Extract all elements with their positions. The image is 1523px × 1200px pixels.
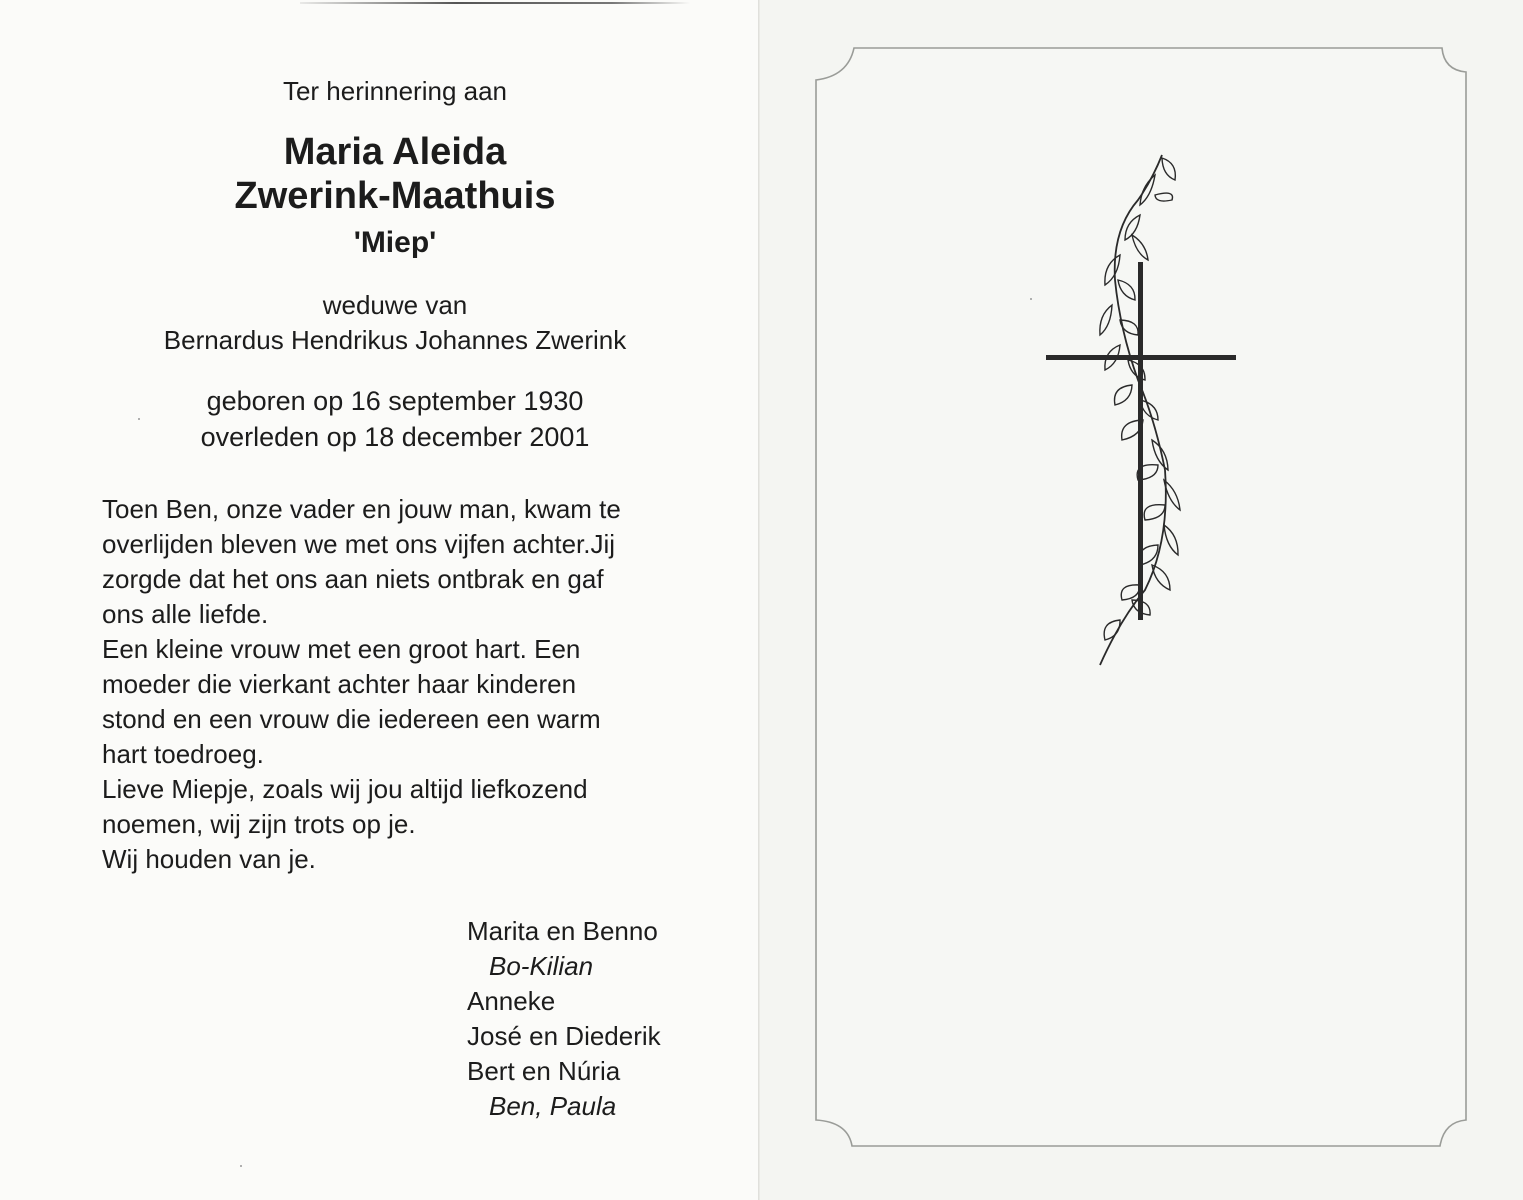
olive-leaf bbox=[1121, 585, 1140, 600]
paper-speck bbox=[1030, 298, 1032, 300]
olive-leaf bbox=[1162, 158, 1175, 180]
memorial-line: moeder die vierkant achter haar kinderen bbox=[102, 669, 577, 699]
family-member: José en Diederik bbox=[467, 1021, 661, 1051]
family-member: Marita en Benno bbox=[467, 916, 658, 946]
cross-with-olive-branch-icon bbox=[760, 0, 1523, 1200]
memorial-line: Wij houden van je. bbox=[102, 844, 316, 874]
top-rule bbox=[300, 2, 690, 4]
intro-text: Ter herinnering aan bbox=[282, 76, 508, 106]
olive-leaf bbox=[1118, 280, 1135, 300]
family-list bbox=[467, 914, 661, 1124]
olive-leaf bbox=[1114, 385, 1132, 405]
death-date: overleden op 18 december 2001 bbox=[200, 422, 590, 452]
family-member: Anneke bbox=[467, 986, 556, 1016]
olive-leaf bbox=[1140, 175, 1155, 205]
family-grandchild: Bo-Kilian bbox=[489, 951, 594, 981]
right-page bbox=[760, 0, 1523, 1200]
widow-label: weduwe van bbox=[322, 290, 468, 320]
olive-leaf bbox=[1100, 305, 1112, 335]
name-line-2: Zwerink-Maathuis bbox=[234, 175, 556, 217]
memorial-line: overlijden bleven we met ons vijfen achter.Jij bbox=[102, 529, 616, 559]
memorial-line: noemen, wij zijn trots op je. bbox=[102, 809, 416, 839]
olive-leaf bbox=[1120, 320, 1138, 335]
life-dates bbox=[0, 383, 790, 455]
memorial-line: Lieve Miepje, zoals wij jou altijd liefkozend bbox=[102, 774, 588, 804]
paper-speck bbox=[138, 418, 140, 420]
paper-speck bbox=[240, 1165, 242, 1167]
memorial-line: hart toedroeg. bbox=[102, 739, 264, 769]
memorial-line: ons alle liefde. bbox=[102, 599, 269, 629]
olive-leaf bbox=[1132, 235, 1148, 260]
olive-leaf bbox=[1104, 620, 1120, 640]
cross-horizontal-beam bbox=[1046, 355, 1236, 360]
nickname: 'Miep' bbox=[353, 226, 437, 259]
olive-leaf bbox=[1144, 505, 1165, 520]
memorial-line: Een kleine vrouw met een groot hart. Een bbox=[102, 634, 581, 664]
memorial-line: zorgde dat het ons aan niets ontbrak en gaf bbox=[102, 564, 604, 594]
cross-vertical-beam bbox=[1138, 262, 1143, 620]
name-line-1: Maria Aleida bbox=[283, 131, 507, 173]
memorial-line: stond en een vrouw die iedereen een warm bbox=[102, 704, 601, 734]
olive-leaf bbox=[1155, 193, 1173, 201]
family-grandchild: Ben, Paula bbox=[489, 1091, 617, 1121]
olive-leaf bbox=[1164, 525, 1178, 555]
memorial-text bbox=[102, 492, 682, 877]
left-page bbox=[0, 0, 758, 1200]
deceased-name bbox=[0, 130, 790, 218]
birth-date: geboren op 16 september 1930 bbox=[206, 386, 584, 416]
family-member: Bert en Núria bbox=[467, 1056, 621, 1086]
memorial-line: Toen Ben, onze vader en jouw man, kwam te bbox=[102, 494, 621, 524]
husband-name: Bernardus Hendrikus Johannes Zwerink bbox=[163, 325, 627, 355]
